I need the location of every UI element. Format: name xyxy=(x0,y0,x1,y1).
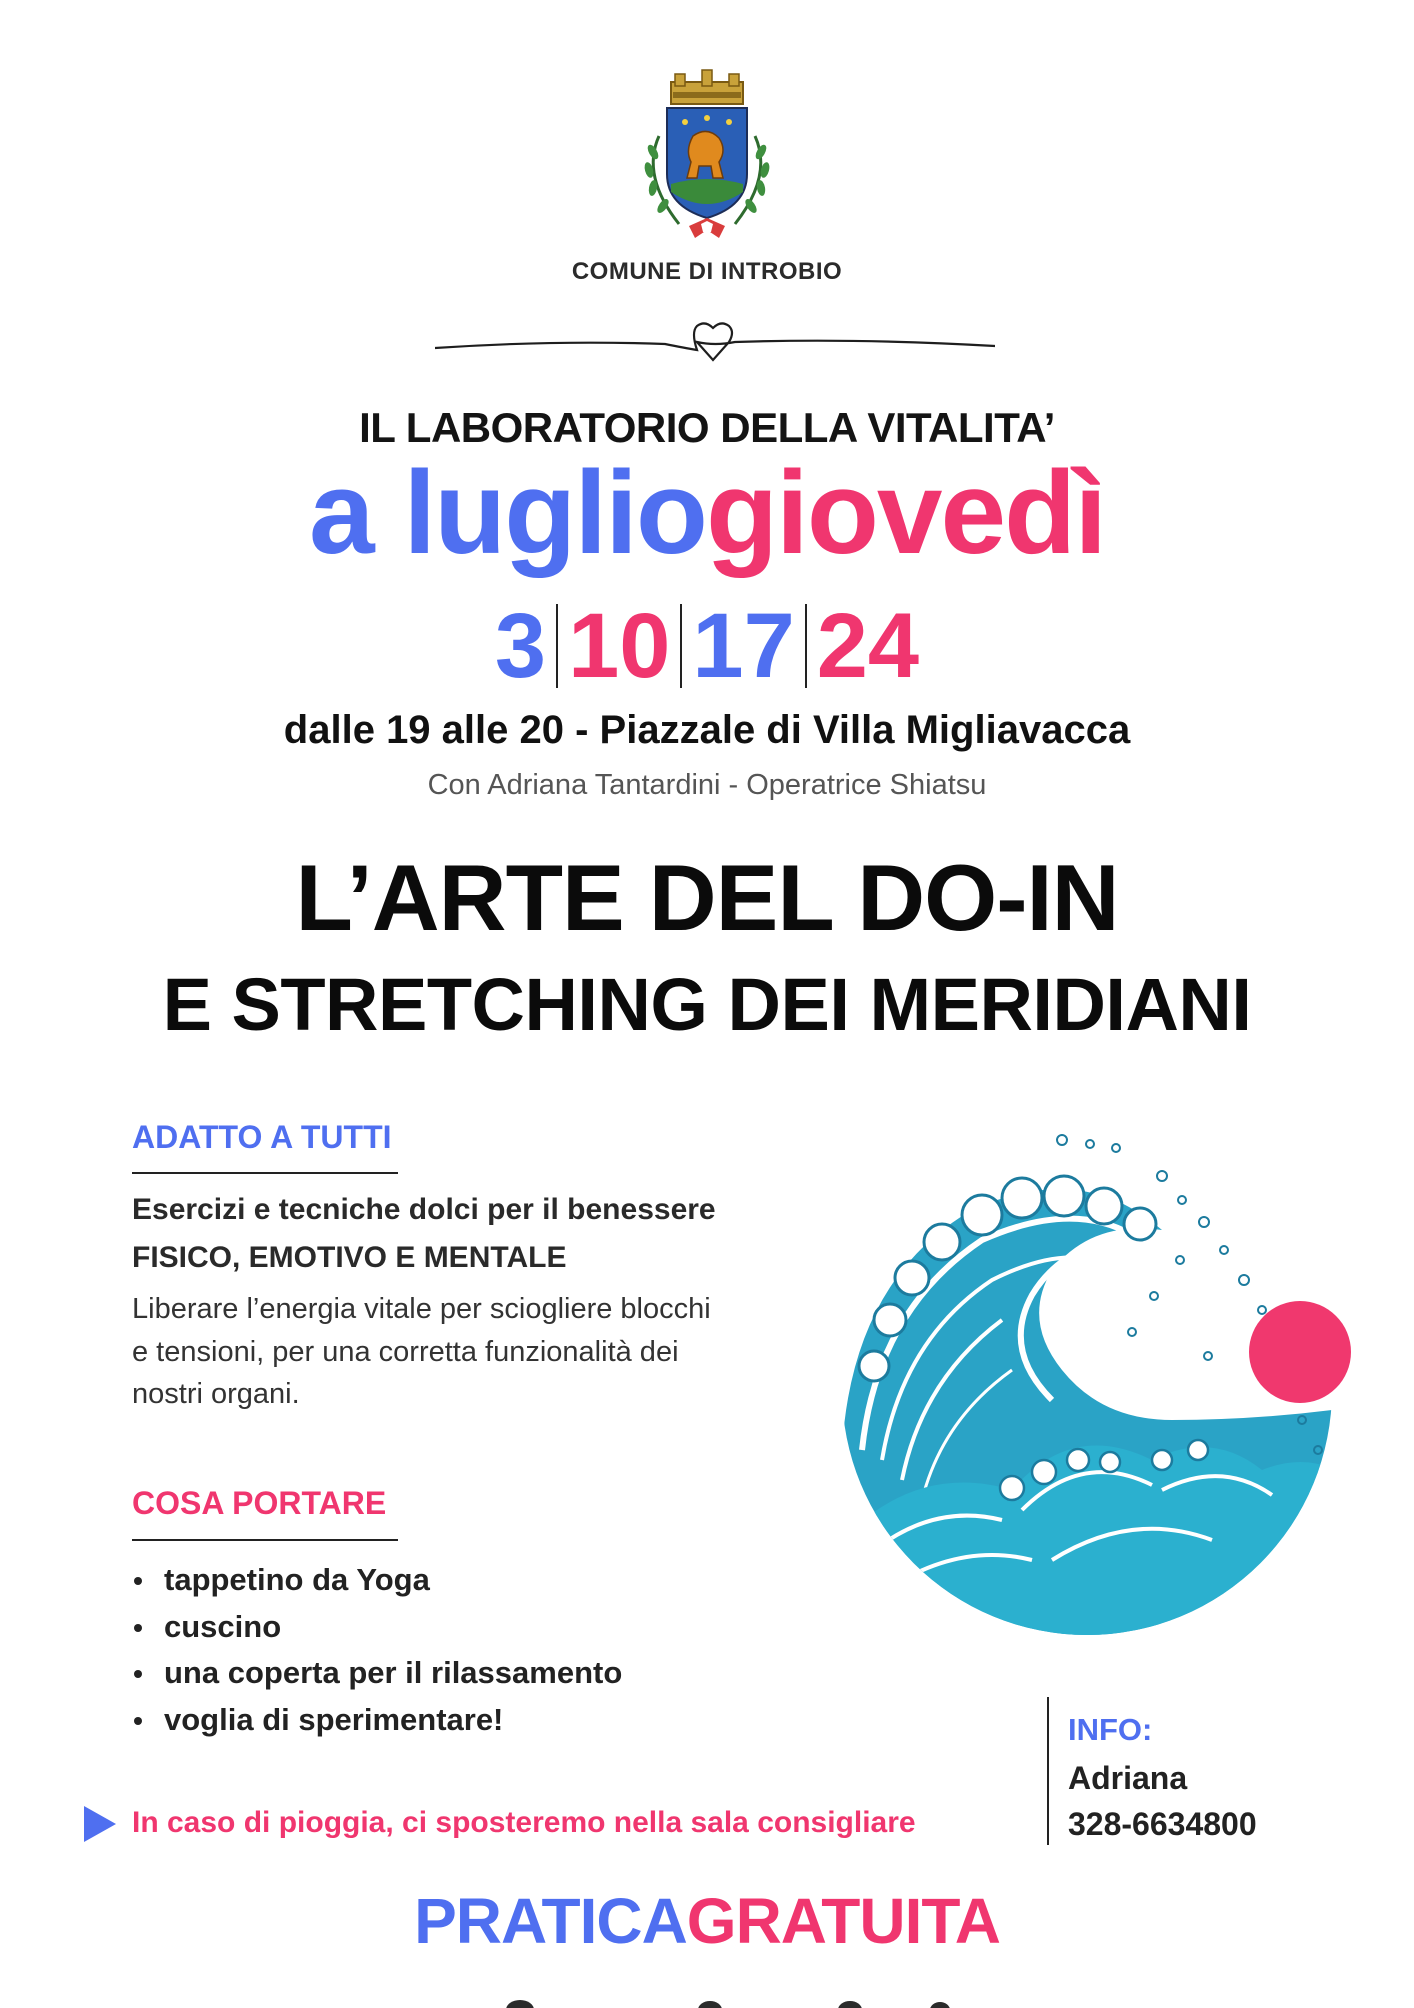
contact-phone: 328-6634800 xyxy=(1068,1806,1257,1842)
date-item: 3 xyxy=(494,595,547,697)
red-sun-circle xyxy=(1249,1301,1351,1403)
contact-name: Adriana xyxy=(1068,1760,1188,1796)
suitability-heading: ADATTO A TUTTI xyxy=(132,1119,392,1155)
date-separator xyxy=(556,604,558,688)
list-item xyxy=(132,1697,622,1744)
list-item-text: una coperta per il rilassamento xyxy=(164,1655,623,1690)
benefit-line: Esercizi e tecniche dolci per il benessere xyxy=(132,1193,716,1226)
section-divider xyxy=(132,1172,398,1174)
date-item: 24 xyxy=(816,595,920,697)
bullet-icon xyxy=(134,1717,142,1725)
free-practice-banner xyxy=(0,1884,1414,1958)
list-item xyxy=(132,1650,622,1697)
free-banner-part2: GRATUITA xyxy=(686,1885,1000,1957)
bring-heading: COSA PORTARE xyxy=(132,1485,387,1521)
date-separator xyxy=(680,604,682,688)
event-dates xyxy=(0,595,1414,697)
list-item-text: cuscino xyxy=(164,1608,282,1644)
benefit-description: Liberare l’energia vitale per sciogliere blocchi e tensioni, per una corretta funzionalità dei nostri organi. xyxy=(132,1293,711,1411)
event-schedule: dalle 19 alle 20 - Piazzale di Villa Migliavacca xyxy=(283,708,1131,752)
coat-of-arms-icon xyxy=(627,66,787,246)
info-divider xyxy=(1047,1697,1049,1845)
section-divider xyxy=(132,1539,398,1541)
bullet-icon xyxy=(134,1670,142,1678)
event-host: Con Adriana Tantardini - Operatrice Shiatsu xyxy=(427,769,987,801)
date-item: 17 xyxy=(692,595,795,697)
month-label: a luglio xyxy=(308,447,706,579)
rain-note: In caso di pioggia, ci sposteremo nella sala consigliare xyxy=(132,1806,916,1839)
heart-divider-icon xyxy=(435,318,995,368)
date-separator xyxy=(805,604,807,688)
cut-off-text-fragment xyxy=(380,1978,1080,2008)
sub-title: E STRETCHING DEI MERIDIANI xyxy=(162,963,1252,1046)
main-title: L’ARTE DEL DO-IN xyxy=(295,845,1119,950)
list-item xyxy=(132,1557,622,1604)
list-item-text: voglia di sperimentare! xyxy=(164,1701,504,1737)
bullet-icon xyxy=(134,1624,142,1632)
free-banner-part1: PRATICA xyxy=(414,1885,687,1957)
bullet-icon xyxy=(134,1577,142,1585)
laboratory-title: IL LABORATORIO DELLA VITALITA’ xyxy=(359,404,1055,451)
info-label: INFO: xyxy=(1068,1712,1153,1747)
benefit-line: FISICO, EMOTIVO E MENTALE xyxy=(132,1241,567,1274)
month-heading xyxy=(0,447,1414,579)
municipality-name: COMUNE DI INTROBIO xyxy=(571,258,843,285)
list-item-text: tappetino da Yoga xyxy=(164,1562,430,1597)
bring-list xyxy=(132,1557,622,1743)
list-item xyxy=(132,1604,622,1651)
play-arrow-icon xyxy=(82,1804,118,1844)
date-item: 10 xyxy=(568,595,671,697)
weekday-label: giovedì xyxy=(705,447,1106,579)
